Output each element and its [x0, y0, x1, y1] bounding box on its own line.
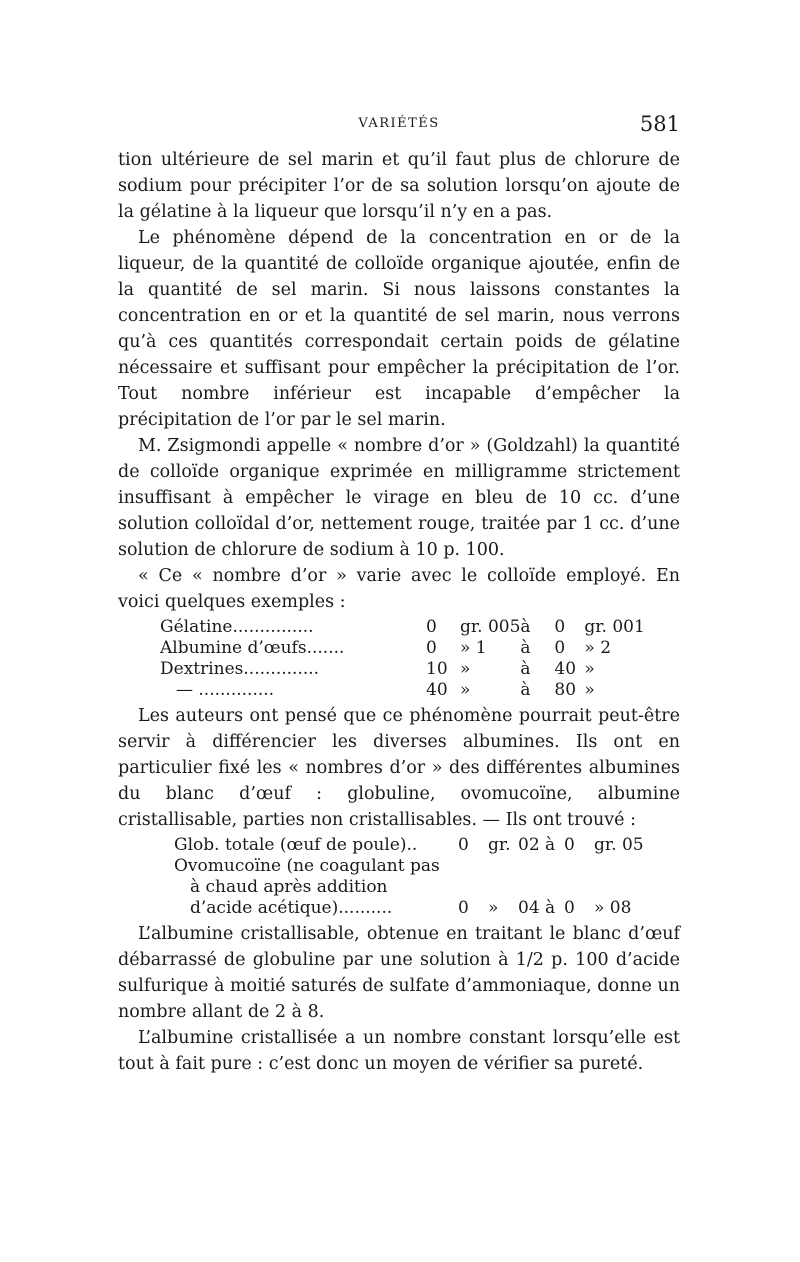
cell: gr. 005 [460, 617, 521, 637]
page-header [118, 112, 680, 138]
table-row [160, 680, 645, 701]
cell: gr. 05 [594, 835, 644, 855]
row-label: Gélatine............... [160, 617, 314, 637]
row-label: d’acide acétique).......... [190, 898, 393, 918]
row-label: à chaud après addition [190, 877, 388, 897]
cell: » [584, 659, 595, 679]
table-row [174, 898, 644, 919]
row-label: — .............. [176, 680, 275, 700]
cell: 0 [564, 835, 575, 855]
paragraph: L’albumine cristallisable, obtenue en traitant le blanc d’œuf débarrassé de globuline par une solution à 1/2 p. 100 d’acide sulfurique à moitié saturés de sulfate d’ammoniaque, donne un nombre allant de 2 à 8. [118, 924, 680, 1022]
row-label: Ovomucoïne (ne coagulant pas [174, 856, 440, 876]
cell: 02 à [518, 835, 556, 855]
paragraph: L’albumine cristallisée a un nombre constant lorsqu’elle est tout à fait pure : c’est donc un moyen de vérifier sa pureté. [118, 1028, 680, 1074]
cell: » 1 [460, 638, 487, 658]
table-row [174, 877, 644, 898]
cell: » 08 [594, 898, 632, 918]
cell: 40 [554, 659, 577, 679]
cell: 0 [426, 638, 437, 658]
cell: à [520, 680, 531, 700]
paragraph: Le phénomène dépend de la concentration en or de la liqueur, de la quantité de colloïde organique ajoutée, enfin de la quantité de sel marin. Si nous laissons constantes la concentration en or et la quantité de sel marin, nous verrons qu’à ces quantités correspondait certain poids de gélatine nécessaire et suffisant pour empêcher la précipitation de l’or. Tout nombre inférieur est incapable d’empêcher la précipitation de l’or par le sel marin. [118, 228, 680, 430]
cell: 0 [458, 835, 469, 855]
cell: » [460, 680, 471, 700]
cell: 0 [426, 617, 437, 637]
table-row [174, 835, 644, 856]
row-label: Albumine d’œufs....... [160, 638, 345, 658]
row-label: Dextrines.............. [160, 659, 320, 679]
table-row [174, 856, 644, 877]
paragraph: tion ultérieure de sel marin et qu’il faut plus de chlorure de sodium pour précipiter l’or de sa solution lorsqu’on ajoute de la gélatine à la liqueur que lorsqu’il n’y en a pas. [118, 150, 680, 222]
cell: gr. 001 [584, 617, 645, 637]
cell: 0 [458, 898, 469, 918]
paragraph: M. Zsigmondi appelle « nombre d’or » (Goldzahl) la quantité de colloïde organique exprimée en milligramme strictement insuffisant à empêcher le virage en bleu de 10 cc. d’une solution colloïdal d’or, nettement rouge, traitée par 1 cc. d’une solution de chlorure de sodium à 10 p. 100. [118, 436, 680, 560]
cell: à [520, 659, 531, 679]
cell: » 2 [584, 638, 612, 658]
paragraph: « Ce « nombre d’or » varie avec le colloïde employé. En voici quelques exemples : [118, 566, 680, 612]
cell: à [520, 617, 531, 637]
cell: 0 [554, 638, 566, 658]
page-number: 581 [639, 112, 680, 136]
cell: 0 [564, 898, 575, 918]
gold-number-table [160, 617, 645, 701]
table-row [160, 638, 645, 659]
paragraph: Les auteurs ont pensé que ce phénomène pourrait peut-être servir à différencier les diverses albumines. Ils ont en particulier fixé les « nombres d’or » des différentes albumines du blanc d’œuf : globuline, ovomucoïne, albumine cristallisable, parties non cristallisables. — Ils ont trouvé : [118, 706, 680, 830]
running-head: VARIÉTÉS [358, 116, 440, 131]
cell: 10 [426, 659, 448, 679]
table-row [160, 659, 645, 680]
table-row [160, 617, 645, 638]
cell: » [460, 659, 471, 679]
cell: 80 [554, 680, 577, 700]
cell: » [488, 898, 499, 918]
cell: 04 à [518, 898, 556, 918]
cell: gr. [488, 835, 511, 855]
cell: 40 [426, 680, 448, 700]
cell: à [520, 638, 531, 658]
page-body [118, 147, 680, 1077]
row-label: Glob. totale (œuf de poule).. [174, 835, 418, 855]
cell: » [584, 680, 595, 700]
cell: 0 [554, 617, 566, 637]
egg-albumin-table [174, 835, 644, 919]
